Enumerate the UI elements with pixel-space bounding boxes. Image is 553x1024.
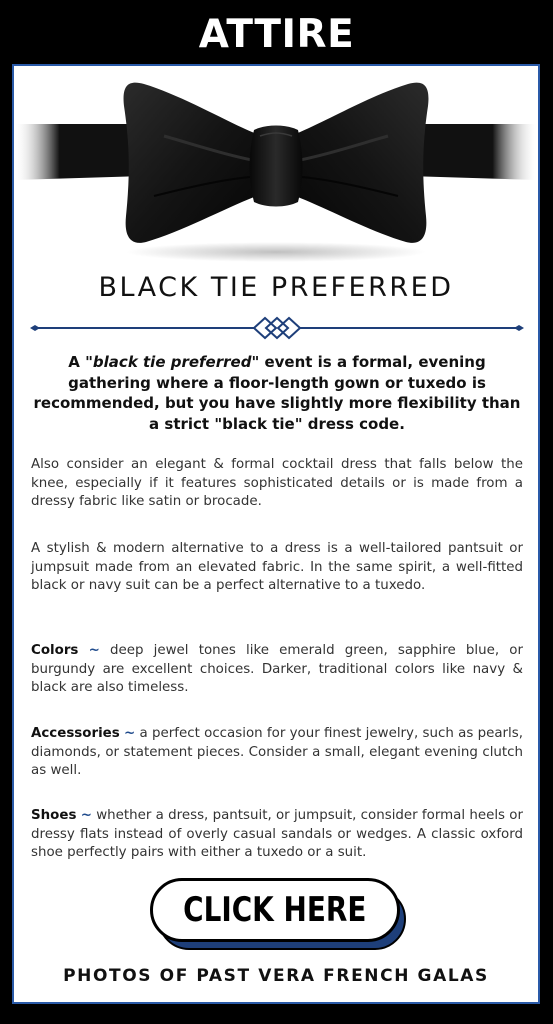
colors-paragraph	[31, 642, 523, 698]
accessories-label: Accessories	[31, 726, 120, 741]
bow-tie-icon	[14, 66, 538, 266]
page-title: ATTIRE	[198, 11, 355, 57]
shoes-separator: ~	[80, 808, 92, 823]
accessories-text: a perfect occasion for your finest jewelry, such as pearls, diamonds, or statement pieces. Consider a small, elegant evening clutch as well.	[31, 726, 523, 778]
shoes-text: whether a dress, pantsuit, or jumpsuit, consider formal heels or dressy flats instead of overly casual sandals or wedges. A classic oxford shoe perfectly pairs with either a tuxedo or a suit.	[31, 808, 523, 860]
ornamental-diamond-divider-icon	[30, 316, 524, 340]
section-title: BLACK TIE PREFERRED	[98, 272, 454, 303]
header	[0, 0, 553, 64]
attire-card	[12, 64, 540, 1004]
accessories-paragraph	[31, 725, 523, 781]
lead-suffix: " event is a formal, evening gathering where a floor-length gown or tuxedo is recommended, but you have slightly more flexibility than a strict "black tie" dress code.	[33, 353, 521, 433]
colors-label: Colors	[31, 643, 79, 658]
colors-text: deep jewel tones like emerald green, sapphire blue, or burgundy are excellent choices. Darker, traditional colors like navy & black are also timeless.	[31, 643, 523, 695]
click-here-label: CLICK HERE	[183, 890, 367, 930]
lead-paragraph	[32, 352, 522, 434]
lead-prefix: A "	[68, 353, 93, 371]
click-here-button[interactable]	[150, 878, 400, 942]
past-galas-caption: PHOTOS OF PAST VERA FRENCH GALAS	[63, 966, 489, 986]
accessories-separator: ~	[124, 726, 136, 741]
shoes-label: Shoes	[31, 808, 77, 823]
shoes-paragraph	[31, 807, 523, 863]
cocktail-dress-paragraph: Also consider an elegant & formal cocktail dress that falls below the knee, especially if it features sophisticated details or is made from a dressy fabric like satin or brocade.	[31, 457, 523, 509]
lead-emphasis: black tie preferred	[92, 353, 252, 371]
click-here-button-wrap[interactable]	[150, 878, 408, 954]
colors-separator: ~	[88, 643, 100, 658]
pantsuit-paragraph: A stylish & modern alternative to a dress is a well-tailored pantsuit or jumpsuit made from an elevated fabric. In the same spirit, a well-fitted black or navy suit can be a perfect alternative to a tuxedo.	[31, 541, 523, 593]
